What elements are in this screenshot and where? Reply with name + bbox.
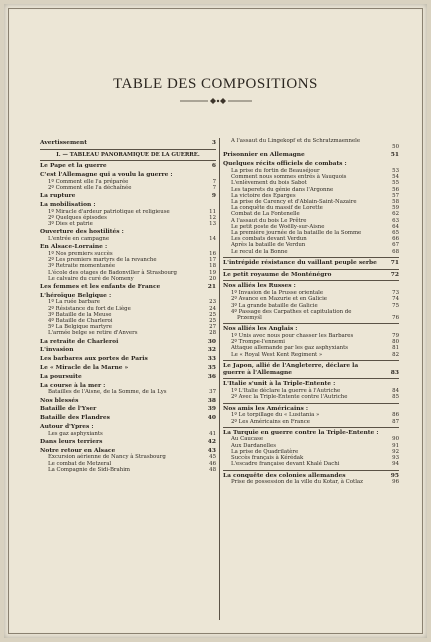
toc-entry-title: La prise de Carency et d'Ablain-Saint-Nazaire <box>231 198 357 205</box>
toc-entry-page: 75 <box>392 302 399 309</box>
toc-entry-page: 56 <box>392 186 399 193</box>
toc-entry-page: 25 <box>209 311 216 318</box>
toc-entry-page: 3 <box>211 139 216 146</box>
separator-line <box>223 269 399 270</box>
toc-entry-title: Przemyśl <box>237 314 262 321</box>
toc-entry-title: 1º Comment elle l'a préparée <box>48 178 129 185</box>
toc-entry-page: 25 <box>209 318 216 325</box>
page-title: TABLE DES COMPOSITIONS <box>113 76 318 92</box>
toc-entry-page: 38 <box>207 396 216 404</box>
toc-entry[interactable] <box>40 276 216 282</box>
toc-entry-title: 3º La grande bataille de Galicie <box>231 302 318 309</box>
toc-entry-page: 35 <box>207 364 216 372</box>
toc-entry-title: 4º Bataille de Charleroi <box>48 318 113 325</box>
toc-entry-title: Après la bataille de Verdun <box>231 242 306 249</box>
toc-left-column <box>40 138 216 473</box>
separator-line <box>223 470 399 471</box>
toc-entry[interactable] <box>40 365 216 372</box>
toc-entry-title: Les femmes et les enfants de France <box>40 282 161 290</box>
toc-entry-title: Le Pape et la guerre <box>40 161 107 169</box>
toc-entry-title: La rupture <box>40 191 76 199</box>
toc-entry-page: 94 <box>392 461 399 468</box>
toc-entry-title: 1º Unis avec nous pour chasser les Barbares <box>231 332 354 339</box>
toc-entry-page: 84 <box>392 388 399 395</box>
toc-entry-page: 16 <box>209 250 216 257</box>
toc-entry-page: 74 <box>392 296 399 303</box>
toc-entry-page: 80 <box>392 339 399 346</box>
toc-entry[interactable] <box>40 431 216 437</box>
toc-entry-title: Le calvaire du curé de Nomeny <box>48 275 134 282</box>
separator-line <box>223 280 399 281</box>
toc-entry-page: 19 <box>209 269 216 276</box>
toc-entry-title: Attaque allemande par les gaz asphyxiants <box>231 345 349 352</box>
toc-entry[interactable] <box>40 202 216 209</box>
toc-entry[interactable] <box>40 415 216 422</box>
toc-right-column <box>223 138 399 485</box>
toc-entry-title: Avertissement <box>40 139 87 146</box>
separator-line <box>223 360 399 361</box>
toc-entry-page: 83 <box>390 368 399 376</box>
toc-entry-page: 42 <box>207 437 216 445</box>
toc-entry-title: 2º Les Américains en France <box>231 418 310 425</box>
separator-line <box>223 427 399 428</box>
toc-entry[interactable] <box>40 374 216 381</box>
toc-entry-page: 27 <box>209 324 216 331</box>
toc-entry-title: Le combat de Metzeral <box>48 460 112 467</box>
toc-entry-page: 82 <box>392 351 399 358</box>
toc-entry-page: 7 <box>212 178 216 185</box>
toc-entry-title: Le petit poste de Woëlly-sur-Aisne <box>231 223 325 230</box>
toc-entry-title: 2º Avec la Triple-Entente contre l'Autriche <box>231 394 348 401</box>
toc-entry-title: Autour d'Ypres : <box>40 422 94 430</box>
toc-entry[interactable] <box>40 193 216 200</box>
toc-entry-title: 2º Quelques épisodes <box>48 214 107 221</box>
toc-entry-title: L'école des otages de Badonviller à Strasbourg <box>48 269 177 276</box>
toc-entry-title: 3º Retraite momentanée <box>48 263 116 270</box>
toc-entry-title: 4º Passage des Carpathes et capitulation de <box>231 308 352 315</box>
toc-entry-title: Bataille de l'Yser <box>40 405 97 413</box>
toc-entry-page: 64 <box>392 223 399 230</box>
toc-entry-page: 67 <box>392 242 399 249</box>
toc-entry-title: 2º Avance en Mazurie et en Galicie <box>231 296 327 303</box>
toc-entry-page: 87 <box>392 418 399 425</box>
toc-entry-title: La Compagnie de Sidi-Brahim <box>48 466 131 473</box>
toc-entry-title: 1º L'Italie déclare la guerre à l'Autriche <box>231 388 341 395</box>
toc-entry-title: La course à la mer : <box>40 381 106 389</box>
toc-entry-page: 76 <box>392 314 399 321</box>
toc-entry[interactable] <box>40 172 216 179</box>
separator-line <box>223 403 399 404</box>
toc-entry[interactable] <box>223 272 399 279</box>
toc-entry[interactable] <box>40 347 216 354</box>
toc-entry-title: Les taperets du génie dans l'Argonne <box>231 186 334 193</box>
toc-entry-page: 21 <box>207 282 216 290</box>
toc-entry-page: 18 <box>209 263 216 270</box>
ornament-divider <box>180 97 252 105</box>
toc-entry-title: Aux Dardanelles <box>231 442 276 449</box>
toc-entry-page: 37 <box>209 389 216 396</box>
toc-entry-page: 11 <box>209 208 216 215</box>
toc-entry-title: 5º La Belgique martyre <box>48 324 112 331</box>
toc-entry-page: 58 <box>392 198 399 205</box>
toc-entry[interactable] <box>40 467 216 473</box>
toc-entry-title: C'est l'Allemagne qui a voulu la guerre : <box>40 170 173 178</box>
toc-entry-page: 41 <box>209 430 216 437</box>
toc-entry[interactable] <box>40 140 216 147</box>
toc-entry[interactable] <box>223 352 399 358</box>
toc-entry-title: Nos alliés les Anglais : <box>223 325 298 333</box>
toc-entry-title: 1º Nos premiers succès <box>48 250 113 257</box>
toc-entry[interactable] <box>40 406 216 413</box>
toc-entry[interactable] <box>40 356 216 363</box>
toc-entry[interactable] <box>40 229 216 236</box>
toc-entry-title: Batailles de l'Aisne, de la Somme, de la Lys <box>48 389 167 396</box>
toc-entry[interactable] <box>40 185 216 191</box>
toc-entry-title: Excursion aérienne de Nancy à Strasbourg <box>48 454 166 461</box>
toc-entry[interactable] <box>223 461 399 467</box>
toc-entry-title: Prisonnier en Allemagne <box>223 151 305 159</box>
separator-line <box>40 149 216 150</box>
toc-entry-page: 45 <box>209 454 216 461</box>
column-divider <box>219 138 220 620</box>
toc-entry-title: Le « Royal West Kent Regiment » <box>231 351 323 358</box>
toc-entry-page: 9 <box>211 191 216 199</box>
toc-entry-page: 51 <box>390 151 399 159</box>
toc-entry-title: L'Italie s'unit à la Triple-Entente : <box>223 380 336 388</box>
toc-entry-title: 1º La ruée barbare <box>48 299 101 306</box>
toc-entry-page: 28 <box>209 330 216 337</box>
toc-entry[interactable] <box>40 439 216 446</box>
toc-entry[interactable] <box>223 326 399 333</box>
toc-entry-page: 40 <box>207 414 216 422</box>
toc-entry[interactable] <box>40 424 216 431</box>
toc-entry[interactable] <box>223 363 399 377</box>
toc-entry[interactable] <box>40 236 216 242</box>
toc-entry[interactable] <box>223 144 399 150</box>
toc-entry-page: 91 <box>392 442 399 449</box>
toc-entry-title: Nos alliés les Russes : <box>223 282 296 290</box>
toc-entry-page: 96 <box>392 479 399 486</box>
toc-entry-title: 1º Miracle d'ardeur patriotique et religieuse <box>48 208 170 215</box>
toc-entry-title: A l'assaut du Lingekopf et du Schratzmaennele <box>231 138 361 144</box>
toc-entry-title: Les gaz asphyxiants <box>48 430 103 437</box>
toc-entry-page: 17 <box>209 257 216 264</box>
toc-entry[interactable] <box>40 163 216 170</box>
toc-entry-title: Combat de La Fontenelle <box>231 211 300 218</box>
toc-entry-page: 57 <box>392 192 399 199</box>
separator-line <box>223 378 399 379</box>
toc-entry-page: 39 <box>207 405 216 413</box>
toc-entry-page: 36 <box>207 372 216 380</box>
toc-entry[interactable] <box>223 479 399 485</box>
toc-entry-title: La prise de Quadrilatère <box>231 448 299 455</box>
toc-entry-title: Nos amis les Américains : <box>223 404 309 412</box>
toc-entry-page: 73 <box>392 290 399 297</box>
toc-entry-title: A l'assaut du bois Le Prêtre <box>231 217 307 224</box>
toc-entry-title: Bataille des Flandres <box>40 414 110 422</box>
toc-entry-page: 81 <box>392 345 399 352</box>
toc-entry-page: 24 <box>209 305 216 312</box>
toc-entry[interactable] <box>223 419 399 425</box>
toc-entry-title: Les combats devant Verdun <box>231 236 307 243</box>
toc-entry-page: 79 <box>392 332 399 339</box>
toc-entry-title: Notre retour en Alsace <box>40 446 116 454</box>
toc-entry-title: L'armée belge se retire d'Anvers <box>48 330 138 337</box>
toc-entry-page: 85 <box>392 394 399 401</box>
toc-entry-title: La Turquie en guerre contre la Triple-Entente : <box>223 428 379 436</box>
toc-entry-page: 50 <box>392 144 399 151</box>
toc-entry-page: 30 <box>207 337 216 345</box>
toc-entry[interactable] <box>40 221 216 227</box>
toc-entry-title: Le petit royaume de Monténégro <box>223 270 332 278</box>
toc-entry-title: L'intrépide résistance du vaillant peuple serbe <box>223 258 377 266</box>
toc-entry-title: L'héroïque Belgique : <box>40 291 112 299</box>
toc-entry-page: 48 <box>209 466 216 473</box>
toc-entry-title: La mobilisation : <box>40 200 96 208</box>
toc-entry-page: 46 <box>209 460 216 467</box>
toc-entry-page: 86 <box>392 412 399 419</box>
toc-entry-title: 2º Comment elle l'a déchaînée <box>48 184 132 191</box>
toc-entry-title: Comment nous sommes entrés à Vauquois <box>231 174 347 181</box>
toc-entry-title: Prise de possession de la ville du Kotar, à Cotlaz <box>231 479 363 486</box>
toc-entry-title: La poursuite <box>40 372 82 380</box>
toc-entry-page: 6 <box>211 161 216 169</box>
toc-entry-title: 2º Trompe-l'ennemi <box>231 339 286 346</box>
toc-entry-page: 62 <box>392 211 399 218</box>
toc-entry-title: Dans leurs terriers <box>40 437 103 445</box>
toc-entry[interactable] <box>223 138 399 144</box>
toc-entry-title: La retraite de Charleroi <box>40 337 119 345</box>
toc-entry-page: 72 <box>390 270 399 278</box>
toc-entry-title: 2º Résistance du fort de Liège <box>48 305 131 312</box>
toc-entry-page: 92 <box>392 448 399 455</box>
toc-entry-title: En Alsace-Lorraine : <box>40 243 108 251</box>
toc-entry-title: L'invasion <box>40 346 74 354</box>
toc-entry-page: 95 <box>390 471 399 479</box>
toc-entry-page: 54 <box>392 174 399 181</box>
toc-entry-title: 2º Les premiers martyrs de la revanche <box>48 257 157 264</box>
toc-entry[interactable] <box>223 430 399 437</box>
toc-entry-title: 3º Dies et patrie <box>48 220 93 227</box>
toc-entry-title: Au Caucase <box>231 436 264 443</box>
toc-entry-page: 53 <box>392 167 399 174</box>
toc-entry-page: 20 <box>209 275 216 282</box>
toc-entry[interactable] <box>223 315 399 321</box>
toc-entry-page: 71 <box>390 258 399 266</box>
toc-entry-title: 1º Invasion de la Prusse orientale <box>231 290 324 297</box>
toc-entry-page: 14 <box>209 235 216 242</box>
toc-entry-page: 12 <box>209 214 216 221</box>
toc-entry-page: 32 <box>207 346 216 354</box>
toc-entry-title: La conquête des colonies allemandes <box>223 471 346 479</box>
toc-entry-page: 7 <box>212 184 216 191</box>
toc-entry[interactable] <box>40 339 216 346</box>
toc-entry-page: 55 <box>392 180 399 187</box>
toc-entry-title: Le « Miracle de la Marne » <box>40 364 129 372</box>
toc-entry-page: 33 <box>207 355 216 363</box>
toc-entry-title: 3º Bataille de la Meuse <box>48 311 112 318</box>
toc-entry-title: La prise du fortin de Beauséjour <box>231 167 320 174</box>
toc-entry-page: 66 <box>392 236 399 243</box>
toc-entry[interactable] <box>40 398 216 405</box>
toc-entry[interactable] <box>223 394 399 400</box>
toc-entry[interactable] <box>223 249 399 255</box>
separator-line <box>223 323 399 324</box>
toc-entry-title: Le Japon, allié de l'Angleterre, déclare la guerre à l'Allemagne <box>223 361 359 376</box>
toc-entry-page: 63 <box>392 217 399 224</box>
toc-entry[interactable] <box>40 330 216 336</box>
toc-entry-page: 13 <box>209 220 216 227</box>
toc-entry-page: 93 <box>392 455 399 462</box>
toc-entry-title: Le recul de la Bonne <box>231 248 288 255</box>
toc-entry-title: L'entrée en campagne <box>48 235 110 242</box>
toc-entry-page: 43 <box>207 446 216 454</box>
toc-entry-title: Quelques récits officiels de combats : <box>223 160 347 168</box>
toc-entry-title: Succès français à Kérédak <box>231 455 304 462</box>
separator-line <box>223 257 399 258</box>
separator-line <box>40 160 216 161</box>
toc-entry-title: Nos blessés <box>40 396 79 404</box>
toc-entry-title: La victoire des Eparges <box>231 192 296 199</box>
toc-entry-title: Les barbares aux portes de Paris <box>40 355 148 363</box>
toc-entry-title: L'enlèvement du bois Sabot <box>231 180 307 187</box>
toc-entry-page: 68 <box>392 248 399 255</box>
toc-entry-page: 65 <box>392 230 399 236</box>
toc-entry-page: 23 <box>209 299 216 306</box>
toc-entry[interactable] <box>40 389 216 395</box>
toc-entry-page: 90 <box>392 436 399 443</box>
toc-entry[interactable] <box>223 260 399 267</box>
toc-entry-title: L'escadre française devant Khalé Dachi <box>231 461 340 468</box>
toc-entry[interactable] <box>223 161 399 168</box>
toc-entry-title: 1º Le torpillage du « Lusitania » <box>231 412 320 419</box>
toc-entry[interactable] <box>223 152 399 159</box>
toc-entry[interactable] <box>40 383 216 390</box>
toc-entry-title: La première journée de la bataille de la Somme <box>231 230 362 236</box>
toc-entry[interactable] <box>40 284 216 291</box>
toc-entry-title: La conquête du massif de Lorette <box>231 205 323 212</box>
toc-entry-page: 59 <box>392 205 399 212</box>
toc-entry[interactable] <box>40 244 216 251</box>
section-heading: I. — TABLEAU PANORAMIQUE DE LA GUERRE. <box>56 151 200 158</box>
toc-entry-title: Ouverture des hostilités : <box>40 228 124 236</box>
